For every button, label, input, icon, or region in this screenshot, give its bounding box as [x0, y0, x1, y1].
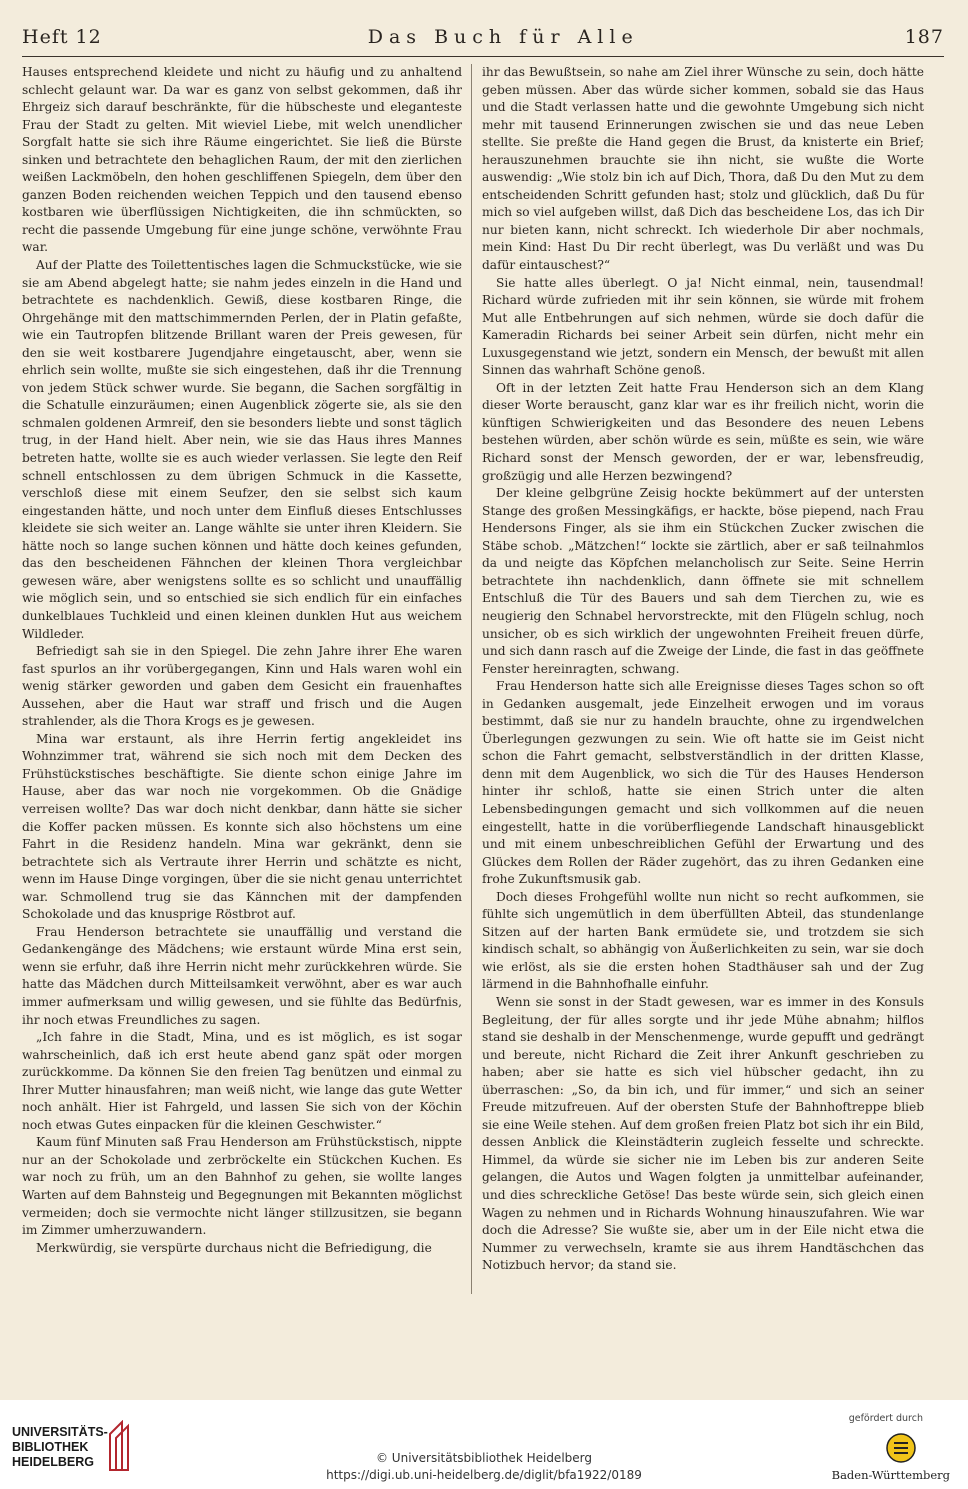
funded-by-label: gefördert durch	[848, 1413, 923, 1424]
paragraph: Mina war erstaunt, als ihre Herrin fertig angekleidet ins Wohnzimmer trat, während sie sich noch mit dem Decken des Frühstückstisches beschäftigte. Sie diente schon einige Jahre im Hause, aber das war noch nie vorgekommen. Ob die Gnädige verreisen wollte? Das war doch nicht denkbar, dann hätte sie sicher die Koffer packen müssen. Es konnte sich also höchstens um eine Fahrt in die Residenz handeln. Mina war gekränkt, denn sie betrachtete sich als Vertraute ihrer Herrin und schätzte es nicht, wenn im Hause Dinge vorgingen, über die sie nicht genau unterrichtet war. Schmollend trug sie das Kännchen mit der dampfenden Schokolade und das knusprige Röstbrot auf.	[22, 731, 462, 922]
funder-name: Baden-Württemberg	[831, 1468, 950, 1482]
paragraph: Wenn sie sonst in der Stadt gewesen, war es immer in des Konsuls Begleitung, der für alles sorgte und ihr jede Mühe abnahm; hilflos stand sie deshalb in der Menschenmenge, wurde gepufft und gedrängt und bereute, nicht Richard die Zeit ihrer Ankunft geschrieben zu haben; aber sie hatte es sich viel hübscher gedacht, ihn zu überraschen: „So, da bin ich, und für immer,“ und sich an seiner Freude mitzufreuen. Auf der obersten Stufe der Bahnhoftreppe blieb sie eine Weile stehen. Auf dem großen freien Platz bot sich ihr ein Bild, dessen Anblick die Kleinstädterin zugleich fesselte und schreckte. Himmel, da würde sie sicher nie im Leben bis zur anderen Seite gelangen, die Autos und Wagen folgten ja unmittelbar aufeinander, und dies schreckliche Getöse! Das beste würde sein, sich gleich einen Wagen zu nehmen und in Richards Wohnung hinauszufahren. Wie war doch die Adresse? Sie wußte sie, aber um in der Eile nicht etwa die Nummer zu verwechseln, kramte sie aus ihrem Handtäschchen das Notizbuch hervor; da stand sie.	[482, 994, 924, 1273]
issue-label: Heft 12	[22, 26, 102, 48]
paragraph: Doch dieses Frohgefühl wollte nun nicht so recht aufkommen, sie fühlte sich ungemütlich in dem überfüllten Abteil, das stundenlange Sitzen auf der harten Bank ermüdete sie, und trotzdem sie sich kindisch schalt, so abhängig von Äußerlichkeiten zu sein, war sie doch wie erlöst, als sie die ersten hohen Stadthäuser sah und der Zug lärmend in die Bahnhofhalle einfuhr.	[482, 889, 924, 992]
paragraph: Auf der Platte des Toilettentisches lagen die Schmuckstücke, wie sie sie am Abend abgelegt hatte; sie nahm jedes einzeln in die Hand und betrachtete es nachdenklich. Gewiß, diese kostbaren Ringe, die Ohrgehänge mit den mattschimmernden Perlen, der in Platin gefaßte, wie ein Tautropfen blitzende Brillant waren der Preis gewesen, für den sie weit kostbarere Jugendjahre eingetauscht, aber, wenn sie ehrlich sein wollte, mußte sie sich eingestehen, daß ihr die Trennung von jedem Stück schwer wurde. Sie begann, die Sachen sorgfältig in die Schatulle einzuräumen; einen Augenblick zögerte sie, als sie den schmalen goldenen Armreif, den sie besonders liebte und sonst täglich trug, in der Hand hielt. Aber nein, wie sie das Haus ihres Mannes betreten hatte, wollte sie es auch wieder verlassen. Sie legte den Reif schnell entschlossen zu dem übrigen Schmuck in die Kassette, verschloß diese mit einem Seufzer, den sie selbst sich kaum eingestanden hätte, und noch unter dem Einfluß dieses Entschlusses kleidete sie sich weiter an. Lange wählte sie unter ihren Kleidern. Sie hätte noch so lange suchen können und hätte doch keines gefunden, das den bescheidenen Fähnchen der kleinen Thora vergleichbar gewesen wäre, aber wenigstens sollte es so schlicht und unauffällig wie möglich sein, und so entschied sie sich endlich für ein einfaches dunkelblaues Tuchkleid und einen kleinen dunklen Hut aus weichem Wildleder.	[22, 258, 462, 641]
running-header	[22, 26, 944, 56]
paragraph: Frau Henderson hatte sich alle Ereignisse dieses Tages schon so oft in Gedanken ausgemalt, jede Einzelheit erwogen und im voraus bestimmt, daß sie nur zu handeln brauchte, ohne zu irgendwelchen Überlegungen gezwungen zu sein. Wie oft hatte sie im Geist nicht schon die Fahrt gemacht, selbstverständlich in der dritten Klasse, denn mit dem Augenblick, wo sich die Tür des Hauses Henderson hinter ihr schloß, hatte sie einen Strich unter die alten Lebensbedingungen gemacht und sich vollkommen auf die neuen eingestellt, hatte in die vorüberfliegende Landschaft hinausgeblickt und mit einem unbeschreiblichen Gefühl der Erwartung und des Glückes dem Rollen der Räder zugehört, das zu ihren Gedanken eine frohe Zukunftsmusik gab.	[482, 679, 924, 887]
paragraph: ihr das Bewußtsein, so nahe am Ziel ihrer Wünsche zu sein, doch hätte geben müssen. Aber das würde sicher kommen, sobald sie das Haus und die Stadt verlassen hatte und die gewohnte Umgebung sich nicht mehr mit tausend Erinnerungen zwischen sie und das neue Leben stellte. Sie preßte die Hand gegen die Brust, da knisterte ein Brief; herauszunehmen brauchte sie ihn nicht, sie wußte die Worte auswendig: „Wie stolz bin ich auf Dich, Thora, daß Du den Mut zu dem entscheidenden Schritt gefunden hast; stolz und glücklich, daß Du für mich so viel aufgeben willst, daß Dich das bescheidene Los, das ich Dir nur bieten kann, nicht schreckt. Ich wiederhole Dir aber nochmals, mein Kind: Hast Du Dir recht überlegt, was Du verläßt und was Du dafür eintauschest?“	[482, 65, 924, 273]
copyright-notice: © Universitätsbibliothek Heidelberg	[375, 1451, 592, 1465]
paragraph: Kaum fünf Minuten saß Frau Henderson am Frühstückstisch, nippte nur an der Schokolade und zerbröckelte ein Stückchen Kuchen. Es war noch zu früh, um an den Bahnhof zu gehen, sie wollte langes Warten auf dem Bahnsteig und Begegnungen mit Bekannten möglichst vermeiden; doch sie vermochte nicht länger stillzusitzen, sie begann im Zimmer umherzuwandern.	[22, 1135, 462, 1238]
paragraph: Sie hatte alles überlegt. O ja! Nicht einmal, nein, tausendmal! Richard würde zufrieden mit ihr sein können, sie würde mit frohem Mut alle Entbehrungen auf sich nehmen, würde sie doch dafür die Kameradin Richards bei seiner Arbeit sein dürfen, nicht mehr ein Luxusgegenstand wie jetzt, sondern ein Mensch, der bewußt mit allen Sinnen das wahrhaft Schöne genoß.	[482, 275, 924, 378]
journal-title: Das Buch für Alle	[367, 26, 639, 48]
column-divider	[471, 64, 472, 1294]
paragraph: Befriedigt sah sie in den Spiegel. Die zehn Jahre ihrer Ehe waren fast spurlos an ihr vorübergegangen, Kinn und Hals waren wohl ein wenig stärker geworden und gaben dem Gesicht ein frauenhaftes Aussehen, aber die Haut war straff und frisch und die Augen strahlender, als die Thora Krogs es je gewesen.	[22, 644, 462, 729]
paragraph: Frau Henderson betrachtete sie unauffällig und verstand die Gedankengänge des Mädchens; wie erstaunt würde Mina erst sein, wenn sie erfuhr, daß ihre Herrin nicht mehr zurückkehren würde. Sie hatte das Mädchen durch Mitteilsamkeit verwöhnt, aber es war auch immer aufmerksam und willig gewesen, und sie fühlte das Bedürfnis, ihr noch etwas Freundliches zu sagen.	[22, 924, 462, 1027]
library-logo-text: UNIVERSITÄTS- BIBLIOTHEK HEIDELBERG	[12, 1425, 108, 1469]
source-link[interactable]: https://digi.ub.uni-heidelberg.de/diglit/bfa1922/0189	[326, 1468, 642, 1482]
paragraph: Hauses entsprechend kleidete und nicht zu häufig und zu anhaltend schlecht gelaunt war. Da war es ganz von selbst gekommen, daß ihr Ehrgeiz sich darauf beschränkte, für die hübscheste und eleganteste Frau der Stadt zu gelten. Mit wieviel Liebe, mit welch unendlicher Sorgfalt hatte sie sich ihre Räume eingerichtet. Sie ließ die Bürste sinken und betrachtete den behaglichen Raum, der mit den zierlichen weißen Lackmöbeln, den hohen geschliffenen Spiegeln, dem über den ganzen Boden reichenden weichen Teppich und den tausend ebenso kostbaren wie überflüssigen Nichtigkeiten, die ihn schmückten, so recht die passende Umgebung für eine junge schöne, verwöhnte Frau war.	[22, 65, 462, 255]
paragraph: Merkwürdig, sie verspürte durchaus nicht die Befriedigung, die	[36, 1240, 432, 1255]
state-seal-icon	[885, 1432, 917, 1464]
paragraph: „Ich fahre in die Stadt, Mina, und es ist möglich, es ist sogar wahrscheinlich, daß ich erst heute abend ganz spät oder morgen zurückkomme. Da können Sie den freien Tag benützen und einmal zu Ihrer Mutter hinausfahren; man weiß nicht, wie lange das gute Wetter noch anhält. Hier ist Fahrgeld, und lassen Sie sich von der Köchin noch etwas Gutes einpacken für die kleinen Geschwister.“	[22, 1030, 462, 1132]
paragraph: Oft in der letzten Zeit hatte Frau Henderson sich an dem Klang dieser Worte berauscht, ganz klar war es ihr freilich nicht, worin die künftigen Schwierigkeiten und das Besondere des neuen Lebens bestehen würden, aber schön würde es sein, müßte es sein, wie wäre Richard sonst der Mensch geworden, der er war, lebensfreudig, großzügig und alle Herzen bezwingend?	[482, 380, 924, 483]
page-number: 187	[904, 26, 944, 48]
paragraph: Der kleine gelbgrüne Zeisig hockte bekümmert auf der untersten Stange des großen Messingkäfigs, er hackte, böse piepend, nach Frau Hendersons Finger, als sie ihm ein Stückchen Zucker zwischen die Stäbe schob. „Mätzchen!“ lockte sie zärtlich, aber er saß teilnahmlos da und neigte das Köpfchen melancholisch zur Seite. Seine Herrin betrachtete ihn nachdenklich, dann öffnete sie mit schnellem Entschluß die Tür des Bauers und sah dem Tierchen zu, wie es neugierig den Schnabel hervorstreckte, mit den Flügeln schlug, noch unsicher, ob es sich wirklich der ungewohnten Freiheit freuen dürfe, und sich dann rasch auf die Zweige der Linde, die fast in das geöffnete Fenster hereinragten, schwang.	[482, 486, 924, 676]
text-column-left	[22, 64, 462, 1296]
text-column-right	[482, 64, 924, 1296]
header-rule	[22, 56, 944, 57]
